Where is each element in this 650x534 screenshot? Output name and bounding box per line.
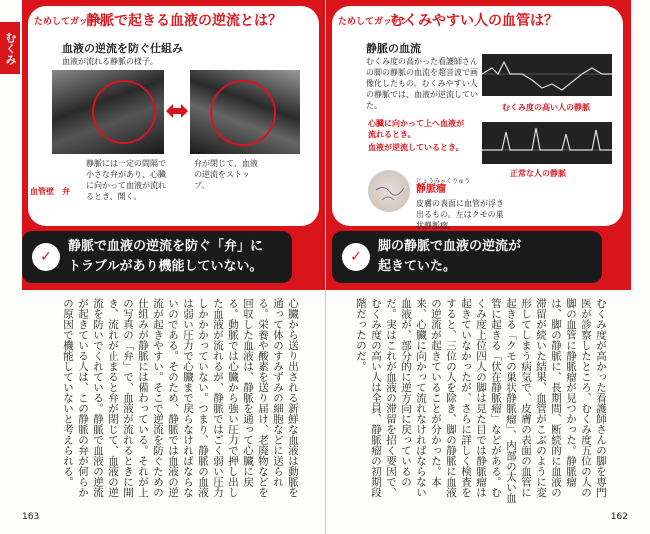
- ultrasound-high-swelling: [482, 54, 612, 96]
- caption-valve-open: 静脈には一定の間隔で小さな弁があり、心臓に向かって血液が流れるとき、開く。: [86, 159, 166, 201]
- figure-subcaption: むくみ度の高かった看護師さんの脚の静脈の血流を超音波で画像化したもの。むくみやすい人の静脈では、血液が逆流していた。: [366, 57, 478, 110]
- valve-highlight-circle: [210, 80, 276, 146]
- banner-line-2: 起きていた。: [378, 259, 457, 274]
- banner-line-1: 静脈で血液の逆流を防ぐ「弁」に: [68, 239, 264, 254]
- varicose-title: 静脈瘤: [416, 184, 446, 195]
- label-normal-vein: 正常な人の静脈: [510, 169, 566, 178]
- gatten-icon: ✓: [32, 243, 60, 271]
- gatten-icon: ✓: [342, 243, 370, 271]
- varicose-ruby: じょうみゃくりゅう: [416, 178, 471, 185]
- right-key-banner: [332, 231, 602, 283]
- left-body-text: 心臓から送り出される新鮮な血液は動脈を通って体のすみずみの細胞などに送られる。栄養や酸素を送り届け、老廃物などを回収した血液は、静脈を通って心臓に戻る。動脈では心臓から強い圧力で押し出した血液が流れるが、静脈ではごく弱い圧力しかかかっていない。つまり、静脈の血液は弱い圧力で心臓まで戻らなければならないのである。そのため、静脈では血液の逆流が起きやすい。そこで逆流を防ぐための仕組みが静脈には備わっている。それが上の写真の「弁」で、血液が流れるときに開き、流れが止まると弁が閉じて、血液の逆流を防いでくれている。静脈で血液の逆流が起きている人は、この静脈の弁が何らかの原因で機能していないと考えられる。: [62, 298, 299, 498]
- banner-line-2: トラブルがあり機能していない。: [68, 259, 263, 274]
- label-vessel-wall: 血管壁: [30, 187, 54, 196]
- section-tab: むくみ: [0, 22, 20, 74]
- right-body-text: むくみ度が高かった看護師さんの脚を専門医が診察したところ、むくみ度五位の人の脚の血管に静脈瘤が見つかった。静脈瘤は、脚の静脈に、長期間、断続的に血液の滞留が続いた結果、血管がこぶのように変形してしまう病気で、皮膚の表面の血管に起きる「クモの巣状静脈瘤」、内部の太い血管に起きる「伏在静脈瘤」などがある。むくみ度上位四人の脚は見た目では静脈瘤は起きていなかったが、さらに詳しく検査をすると、三位の人を除き、脚の静脈に血液の逆流が起きていることが分かった。本来、心臓に向かって流れなければならない血液が、部分的に逆方向に戻っているのだ。実はこれが血液の滞留を招く要因で、むくみ度の高い人は全員、静脈瘤の初期段階だったのだ。: [355, 298, 607, 503]
- page-number: 162: [610, 512, 628, 522]
- figure-subcaption: 血液が流れる静脈の様子。: [62, 57, 158, 66]
- figure-title: 静脈の血流: [366, 42, 421, 55]
- figure-title: 血液の逆流を防ぐ仕組み: [62, 42, 183, 55]
- vein-valve-open-photo: [52, 70, 164, 154]
- right-info-card: [332, 6, 623, 230]
- varicose-caption: 皮膚の表面に血管が浮き出るもの。左はクモの巣状静脈瘤。: [416, 199, 504, 230]
- label-valve: 弁: [62, 187, 70, 196]
- question-title: むくみやすい人の血管は？: [390, 13, 558, 29]
- ultrasound-normal: [482, 122, 612, 164]
- label-flow-toward-heart: 心臓に向かって上へ血液が流れるとき。: [368, 119, 464, 139]
- valve-highlight-circle: [92, 80, 156, 144]
- page-number: 163: [22, 512, 40, 522]
- spider-vein-photo: [368, 170, 410, 212]
- vein-valve-closed-photo: [190, 70, 300, 154]
- left-info-card: [28, 6, 319, 226]
- left-key-banner: [22, 231, 292, 283]
- right-page: [326, 0, 650, 534]
- label-high-swelling-vein: むくみ度の高い人の静脈: [502, 103, 590, 112]
- banner-line-1: 脚の静脈で血液の逆流が: [378, 239, 522, 254]
- tameshi-mark: ためしてガッテン: [34, 17, 106, 27]
- label-reverse-flow: 血液が逆流しているとき。: [368, 143, 464, 152]
- caption-valve-closed: 弁が閉じて、血液の逆流をストップ。: [194, 159, 258, 190]
- question-title: 静脈で起きる血液の逆流とは？: [86, 13, 282, 29]
- double-arrow-icon: [166, 102, 188, 120]
- tameshi-mark: ためしてガッテン: [338, 17, 410, 27]
